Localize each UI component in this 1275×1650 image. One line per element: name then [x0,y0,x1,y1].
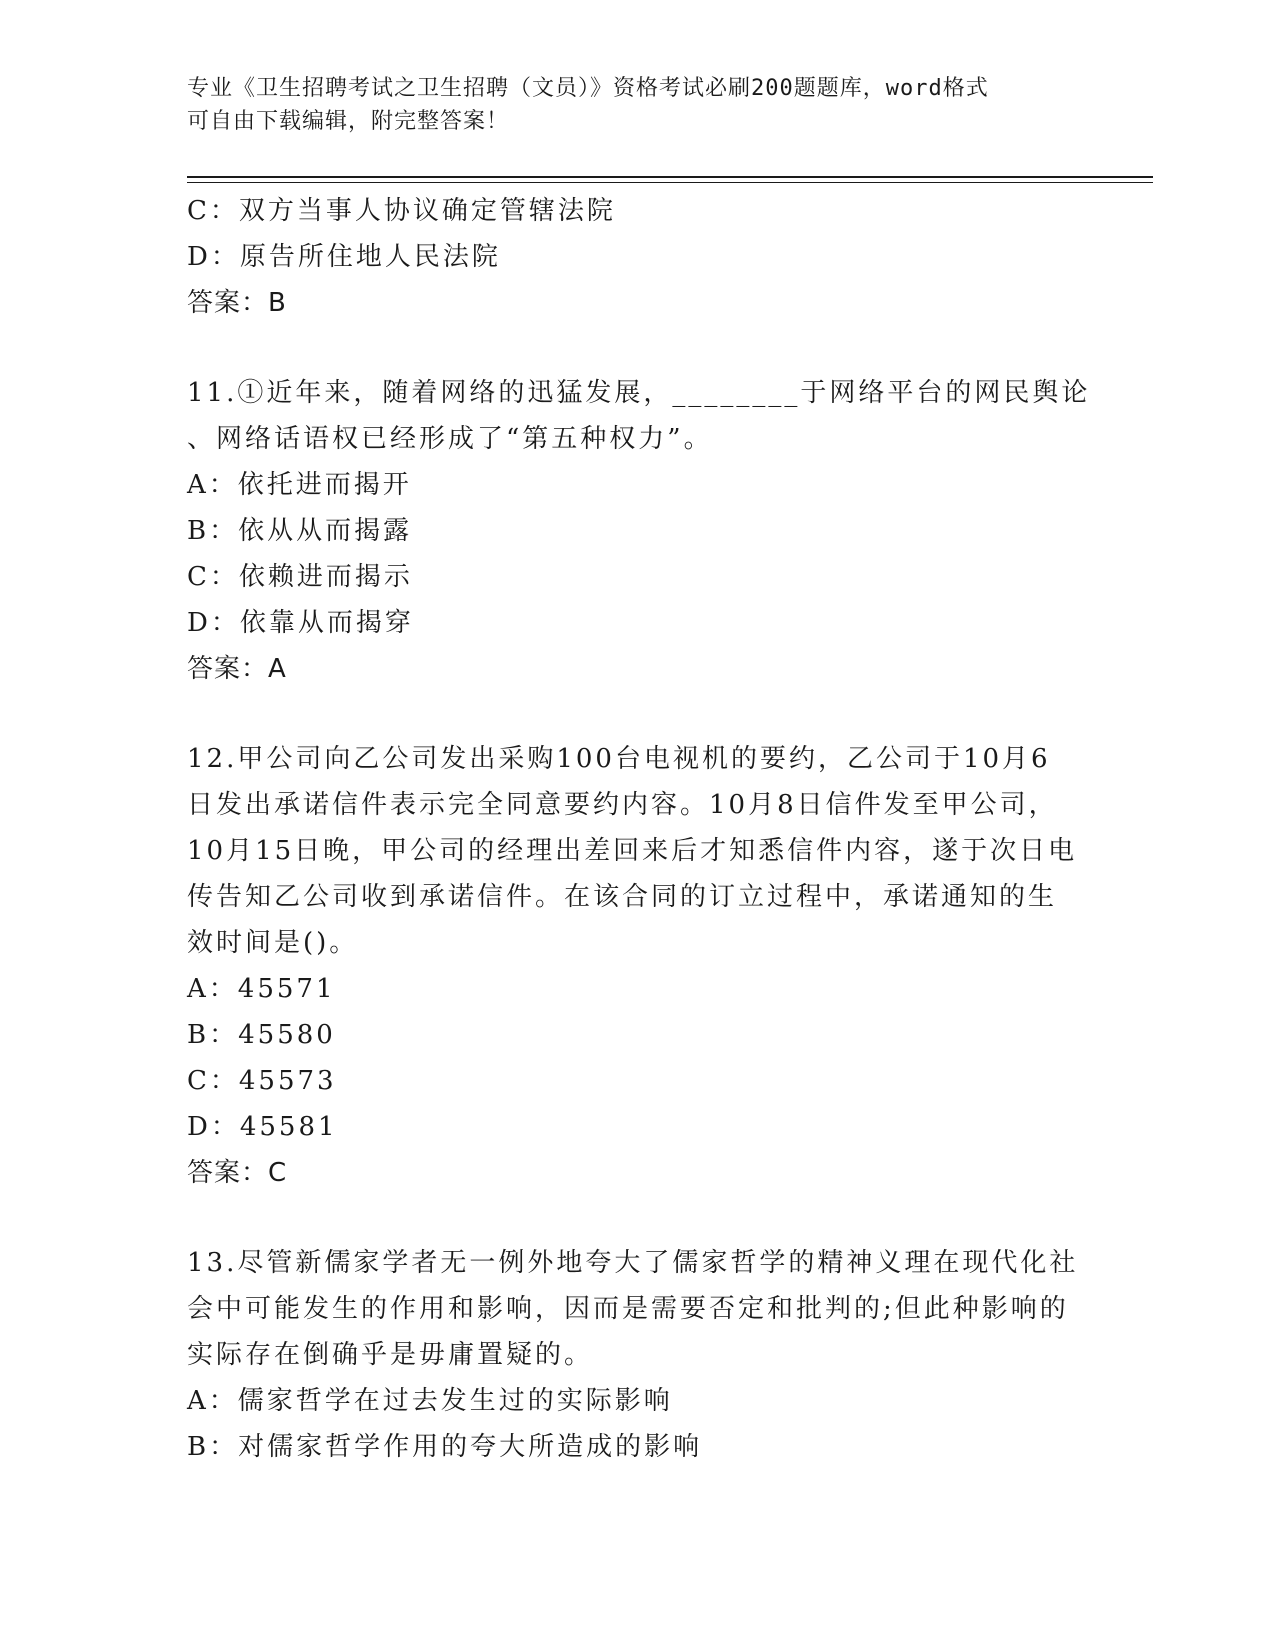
option-c: C：双方当事人协议确定管辖法院 [187,196,616,226]
header-line-2: 可自由下载编辑，附完整答案！ [187,109,510,134]
document-body [187,188,1091,1470]
option-a: A：儒家哲学在过去发生过的实际影响 [187,1386,673,1416]
question-stem: 会中可能发生的作用和影响，因而是需要否定和批判的;但此种影响的 [187,1294,1069,1324]
option-a: A：45571 [187,974,336,1004]
header-line-1: 专业《卫生招聘考试之卫生招聘（文员）》资格考试必刷200题题库，word格式 [187,76,989,101]
option-d: D：原告所住地人民法院 [187,242,501,272]
header-divider-thick [187,176,1153,178]
answer-line: 答案：A [187,654,287,684]
answer-line: 答案：B [187,288,287,318]
question-stem: 10月15日晚，甲公司的经理出差回来后才知悉信件内容，遂于次日电 [187,836,1078,866]
option-b: B：45580 [187,1020,336,1050]
answer-line: 答案：C [187,1158,288,1188]
question-13 [187,1240,1087,1470]
question-10-tail [187,188,1087,326]
header-divider-thin [187,182,1153,183]
question-stem: 实际存在倒确乎是毋庸置疑的。 [187,1340,594,1370]
question-stem: 日发出承诺信件表示完全同意要约内容。10月8日信件发至甲公司， [187,790,1058,820]
question-12 [187,736,1087,1196]
question-stem: 传告知乙公司收到承诺信件。在该合同的订立过程中，承诺通知的生 [187,882,1058,912]
question-11 [187,370,1091,692]
option-c: C：依赖进而揭示 [187,562,413,592]
question-stem: 11.①近年来，随着网络的迅猛发展，________于网络平台的网民舆论 [187,378,1091,408]
question-stem: 12.甲公司向乙公司发出采购100台电视机的要约，乙公司于10月6 [187,744,1051,774]
option-a: A：依托进而揭开 [187,470,412,500]
question-stem: 13.尽管新儒家学者无一例外地夸大了儒家哲学的精神义理在现代化社 [187,1248,1079,1278]
option-c: C：45573 [187,1066,337,1096]
spacer [187,692,1087,736]
question-stem: 、网络话语权已经形成了“第五种权力”。 [187,424,713,454]
spacer [187,1196,1087,1240]
option-b: B：对儒家哲学作用的夸大所造成的影响 [187,1432,703,1462]
document-header [187,72,1087,138]
option-b: B：依从从而揭露 [187,516,413,546]
question-stem: 效时间是()。 [187,928,359,958]
option-d: D：45581 [187,1112,338,1142]
spacer [187,326,1087,370]
option-d: D：依靠从而揭穿 [187,608,414,638]
